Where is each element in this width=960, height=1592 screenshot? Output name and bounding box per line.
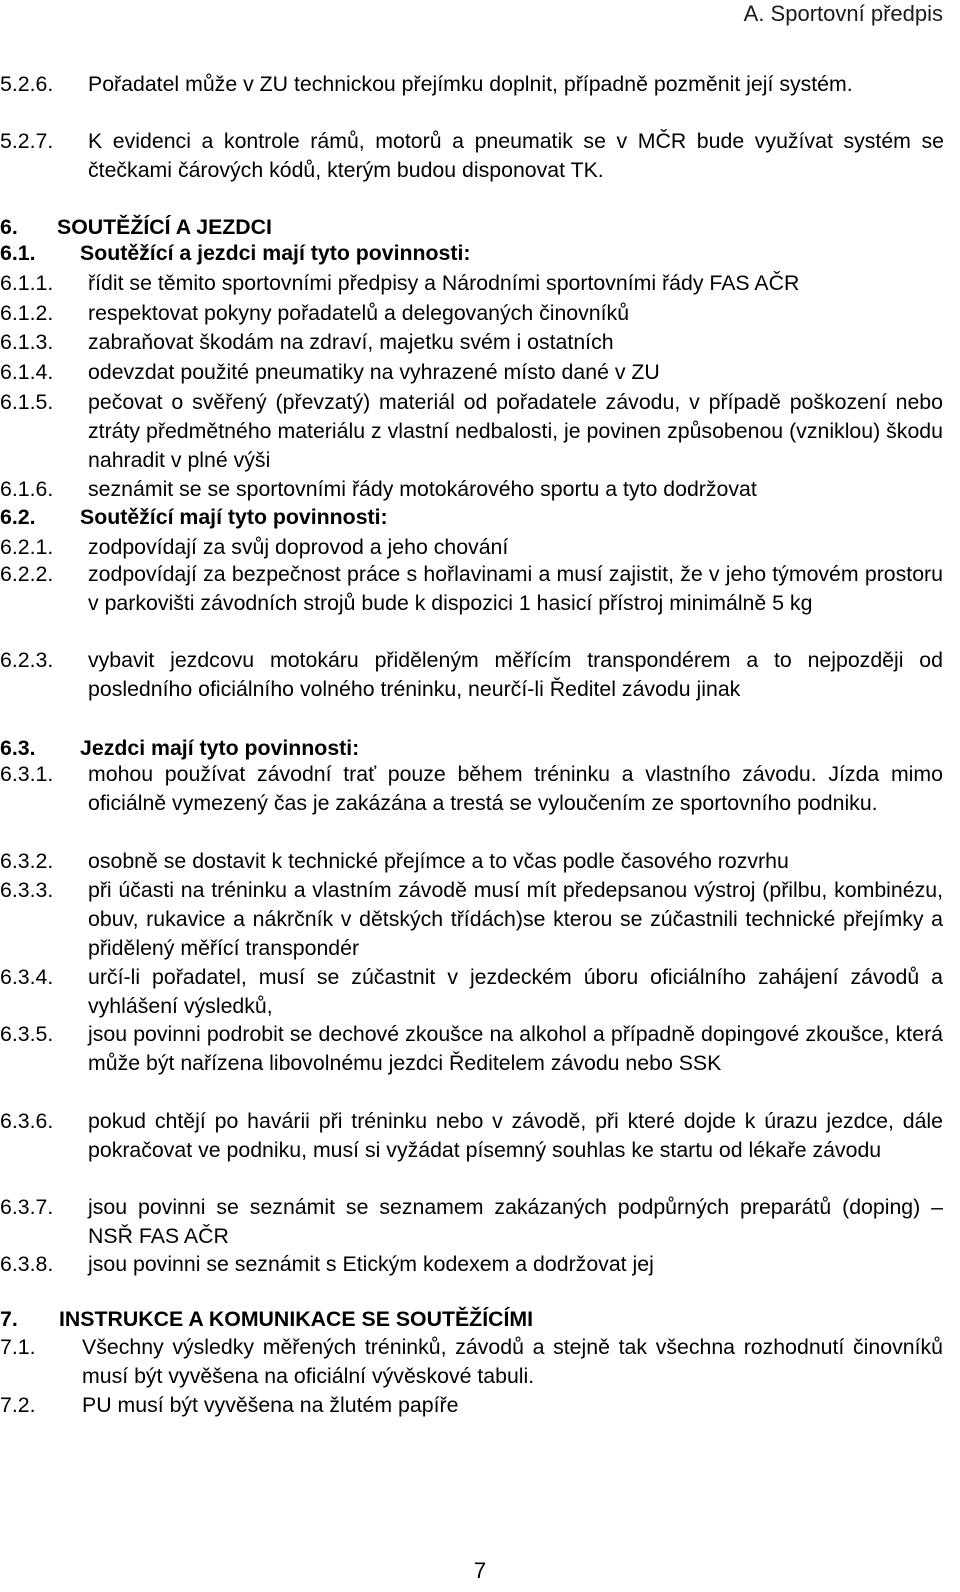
item-text: jsou povinni se seznámit se seznamem zakázaných podpůrných preparátů (doping) – NSŘ FAS AČR bbox=[88, 1195, 943, 1248]
item-number: 6.3.3. bbox=[0, 878, 54, 902]
item-text: jsou povinni se seznámit s Etickým kodexem a dodržovat jej bbox=[88, 1252, 654, 1276]
item-number: 5.2.6. bbox=[0, 72, 54, 96]
item-number: 6.2.2. bbox=[0, 562, 54, 586]
section-heading: Soutěžící a jezdci mají tyto povinnosti: bbox=[80, 241, 471, 265]
item-text: respektovat pokyny pořadatelů a delegovaných činovníků bbox=[88, 301, 630, 325]
section-heading: Jezdci mají tyto povinnosti: bbox=[80, 736, 360, 760]
item-number: 7. bbox=[0, 1307, 18, 1331]
item-number: 6. bbox=[0, 215, 18, 239]
item-number: 5.2.7. bbox=[0, 129, 54, 153]
item-number: 6.2. bbox=[0, 505, 36, 529]
item-text: řídit se těmito sportovními předpisy a Národními sportovními řády FAS AČR bbox=[88, 271, 800, 295]
item-text: vybavit jezdcovu motokáru přiděleným měřícím transpondérem a to nejpozději od posledního oficiálního volného tréninku, neurčí-li Ředitel závodu jinak bbox=[88, 648, 943, 701]
item-text: zodpovídají za svůj doprovod a jeho chování bbox=[88, 535, 509, 559]
item-text: jsou povinni podrobit se dechové zkoušce na alkohol a případně dopingové zkoušce, která může být nařízena libovolnému jezdci Ředitelem závodu nebo SSK bbox=[88, 1022, 943, 1075]
item-number: 6.1.3. bbox=[0, 330, 54, 354]
section-heading: SOUTĚŽÍCÍ A JEZDCI bbox=[57, 215, 272, 239]
item-number: 6.3. bbox=[0, 736, 36, 760]
item-text: určí-li pořadatel, musí se zúčastnit v jezdeckém úboru oficiálního zahájení závodů a vyhlášení výsledků, bbox=[88, 965, 943, 1018]
page-number: 7 bbox=[473, 1558, 487, 1583]
item-number: 6.2.1. bbox=[0, 535, 54, 559]
item-text: PU musí být vyvěšena na žlutém papíře bbox=[82, 1393, 459, 1417]
item-text: pečovat o svěřený (převzatý) materiál od pořadatele závodu, v případě poškození nebo ztráty předmětného materiálu z vlastní nedbalosti, je povinen způsobenou (vzniklou) škodu nahradit v plné výši bbox=[88, 390, 943, 472]
item-text: zabraňovat škodám na zdraví, majetku svém i ostatních bbox=[88, 330, 614, 354]
item-number: 7.1. bbox=[0, 1335, 36, 1359]
item-text: odevzdat použité pneumatiky na vyhrazené místo dané v ZU bbox=[88, 360, 660, 384]
item-number: 6.1.5. bbox=[0, 390, 54, 414]
item-number: 6.3.7. bbox=[0, 1195, 54, 1219]
item-text: při účasti na tréninku a vlastním závodě musí mít předepsanou výstroj (přilbu, kombinézu, obuv, rukavice a nákrčník v dětských třídách)se kterou se zúčastnili technické přejímky a přidělený měřící transpondér bbox=[88, 878, 943, 960]
item-text: K evidenci a kontrole rámů, motorů a pneumatik se v MČR bude využívat systém se čtečkami čárových kódů, kterým budou disponovat TK. bbox=[88, 129, 944, 182]
item-text: Pořadatel může v ZU technickou přejímku doplnit, případně pozměnit její systém. bbox=[88, 72, 853, 96]
item-number: 6.1.1. bbox=[0, 271, 54, 295]
item-text: seznámit se se sportovními řády motokárového sportu a tyto dodržovat bbox=[88, 477, 757, 501]
item-text: zodpovídají za bezpečnost práce s hořlavinami a musí zajistit, že v jeho týmovém prostoru v parkovišti závodních strojů bude k dispozici 1 hasicí přístroj minimálně 5 kg bbox=[88, 562, 943, 615]
item-number: 6.2.3. bbox=[0, 648, 54, 672]
item-text: pokud chtějí po havárii při tréninku nebo v závodě, při které dojde k úrazu jezdce, dále pokračovat ve podniku, musí si vyžádat písemný souhlas ke startu od lékaře závodu bbox=[88, 1109, 943, 1162]
item-number: 6.3.8. bbox=[0, 1252, 54, 1276]
page-header: A. Sportovní předpis bbox=[743, 1, 943, 26]
item-number: 6.1. bbox=[0, 241, 36, 265]
item-number: 6.1.6. bbox=[0, 477, 54, 501]
item-number: 7.2. bbox=[0, 1393, 36, 1417]
item-text: mohou používat závodní trať pouze během tréninku a vlastního závodu. Jízda mimo oficiálně vymezený čas je zakázána a trestá se vyloučením ze sportovního podniku. bbox=[88, 762, 943, 815]
item-text: osobně se dostavit k technické přejímce a to včas podle časového rozvrhu bbox=[88, 849, 789, 873]
item-text: Všechny výsledky měřených tréninků, závodů a stejně tak všechna rozhodnutí činovníků musí být vyvěšena na oficiální vývěskové tabuli. bbox=[82, 1335, 943, 1388]
item-number: 6.3.6. bbox=[0, 1109, 54, 1133]
item-number: 6.1.4. bbox=[0, 360, 54, 384]
item-number: 6.3.2. bbox=[0, 849, 54, 873]
section-heading: INSTRUKCE A KOMUNIKACE SE SOUTĚŽÍCÍMI bbox=[59, 1307, 534, 1331]
item-number: 6.3.1. bbox=[0, 762, 54, 786]
item-number: 6.3.5. bbox=[0, 1022, 54, 1046]
item-number: 6.1.2. bbox=[0, 301, 54, 325]
item-number: 6.3.4. bbox=[0, 965, 54, 989]
section-heading: Soutěžící mají tyto povinnosti: bbox=[80, 505, 388, 529]
